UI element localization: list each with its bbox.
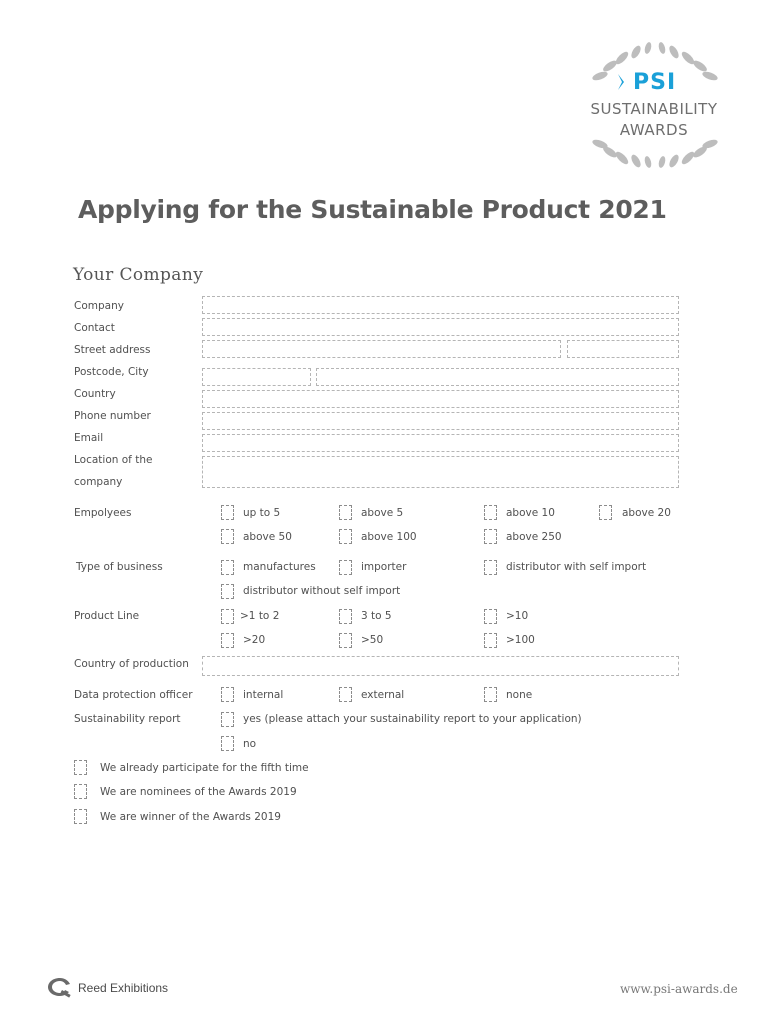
company-label: Company — [74, 300, 124, 312]
product-line-checkbox-1-to-2[interactable] — [221, 609, 234, 624]
website-link[interactable]: www.psi-awards.de — [620, 982, 738, 996]
statement-label: We are nominees of the Awards 2019 — [100, 786, 297, 798]
employees-option-label: above 10 — [506, 507, 555, 519]
product-line-option-label: >20 — [243, 634, 266, 646]
street-label: Street address — [74, 344, 151, 356]
logo-brand: PSI — [633, 70, 677, 95]
page-title: Applying for the Sustainable Product 2021 — [78, 195, 667, 224]
employees-checkbox-above-250[interactable] — [484, 529, 497, 544]
employees-checkbox-above-5[interactable] — [339, 505, 352, 520]
employees-checkbox-above-20[interactable] — [599, 505, 612, 520]
country-production-label: Country of production — [74, 658, 189, 670]
statement-label: We are winner of the Awards 2019 — [100, 811, 281, 823]
business-checkbox-distributor-self-import[interactable] — [484, 560, 497, 575]
employees-option-label: above 50 — [243, 531, 292, 543]
business-option-label: distributor without self import — [243, 585, 401, 597]
product-line-checkbox-50[interactable] — [339, 633, 352, 648]
sustainability-report-checkbox-yes[interactable] — [221, 712, 234, 727]
product-line-option-label: >10 — [506, 610, 529, 622]
employees-option-label: above 100 — [361, 531, 417, 543]
product-line-checkbox-100[interactable] — [484, 633, 497, 648]
employees-option-label: above 5 — [361, 507, 404, 519]
sustainability-report-label: Sustainability report — [74, 713, 181, 725]
reed-exhibitions-brand: Reed Exhibitions — [78, 981, 169, 995]
location-label-2: company — [74, 476, 123, 488]
product-line-checkbox-10[interactable] — [484, 609, 497, 624]
statement-label: We already participate for the fifth time — [100, 762, 309, 774]
data-protection-checkbox-none[interactable] — [484, 687, 497, 702]
data-protection-label: Data protection officer — [74, 689, 193, 701]
employees-checkbox-above-100[interactable] — [339, 529, 352, 544]
location-field[interactable] — [202, 456, 679, 488]
contact-label: Contact — [74, 322, 115, 334]
data-protection-option-label: external — [361, 689, 405, 701]
reed-exhibitions-logo-icon — [46, 976, 74, 998]
section-heading: Your Company — [73, 265, 204, 285]
statement-checkbox-fifth-time[interactable] — [74, 760, 87, 775]
data-protection-checkbox-internal[interactable] — [221, 687, 234, 702]
city-field[interactable] — [316, 368, 679, 386]
business-checkbox-manufactures[interactable] — [221, 560, 234, 575]
postcode-field[interactable] — [202, 368, 311, 386]
country-field[interactable] — [202, 390, 679, 408]
business-option-label: importer — [361, 561, 407, 573]
business-checkbox-importer[interactable] — [339, 560, 352, 575]
data-protection-checkbox-external[interactable] — [339, 687, 352, 702]
business-option-label: distributor with self import — [506, 561, 647, 573]
company-field[interactable] — [202, 296, 679, 314]
employees-label: Empolyees — [74, 507, 132, 519]
email-label: Email — [74, 432, 104, 444]
product-line-checkbox-3-to-5[interactable] — [339, 609, 352, 624]
statement-checkbox-nominees[interactable] — [74, 784, 87, 799]
product-line-option-label: 3 to 5 — [361, 610, 392, 622]
product-line-option-label: >1 to 2 — [240, 610, 280, 622]
logo-line-2: AWARDS — [619, 121, 689, 139]
employees-checkbox-above-50[interactable] — [221, 529, 234, 544]
business-label: Type of business — [76, 561, 163, 573]
data-protection-option-label: none — [506, 689, 533, 701]
product-line-checkbox-20[interactable] — [221, 633, 234, 648]
postcode-label: Postcode, City — [74, 366, 149, 378]
product-line-label: Product Line — [74, 610, 140, 622]
house-number-field[interactable] — [567, 340, 679, 358]
product-line-option-label: >50 — [361, 634, 384, 646]
location-label-1: Location of the — [74, 454, 153, 466]
business-option-label: manufactures — [243, 561, 316, 573]
contact-field[interactable] — [202, 318, 679, 336]
business-checkbox-distributor-no-import[interactable] — [221, 584, 234, 599]
country-production-field[interactable] — [202, 656, 679, 676]
sustainability-report-option-label: no — [243, 738, 257, 750]
street-field[interactable] — [202, 340, 561, 358]
phone-label: Phone number — [74, 410, 151, 422]
product-line-option-label: >100 — [506, 634, 535, 646]
sustainability-report-option-label: yes (please attach your sustainability report to your application) — [243, 713, 582, 725]
country-label: Country — [74, 388, 116, 400]
statement-checkbox-winner[interactable] — [74, 809, 87, 824]
phone-field[interactable] — [202, 412, 679, 430]
email-field[interactable] — [202, 434, 679, 452]
employees-checkbox-up-to-5[interactable] — [221, 505, 234, 520]
employees-option-label: up to 5 — [243, 507, 281, 519]
logo-line-1: SUSTAINABILITY — [590, 100, 718, 118]
sustainability-report-checkbox-no[interactable] — [221, 736, 234, 751]
employees-checkbox-above-10[interactable] — [484, 505, 497, 520]
data-protection-option-label: internal — [243, 689, 284, 701]
employees-option-label: above 250 — [506, 531, 562, 543]
employees-option-label: above 20 — [622, 507, 671, 519]
